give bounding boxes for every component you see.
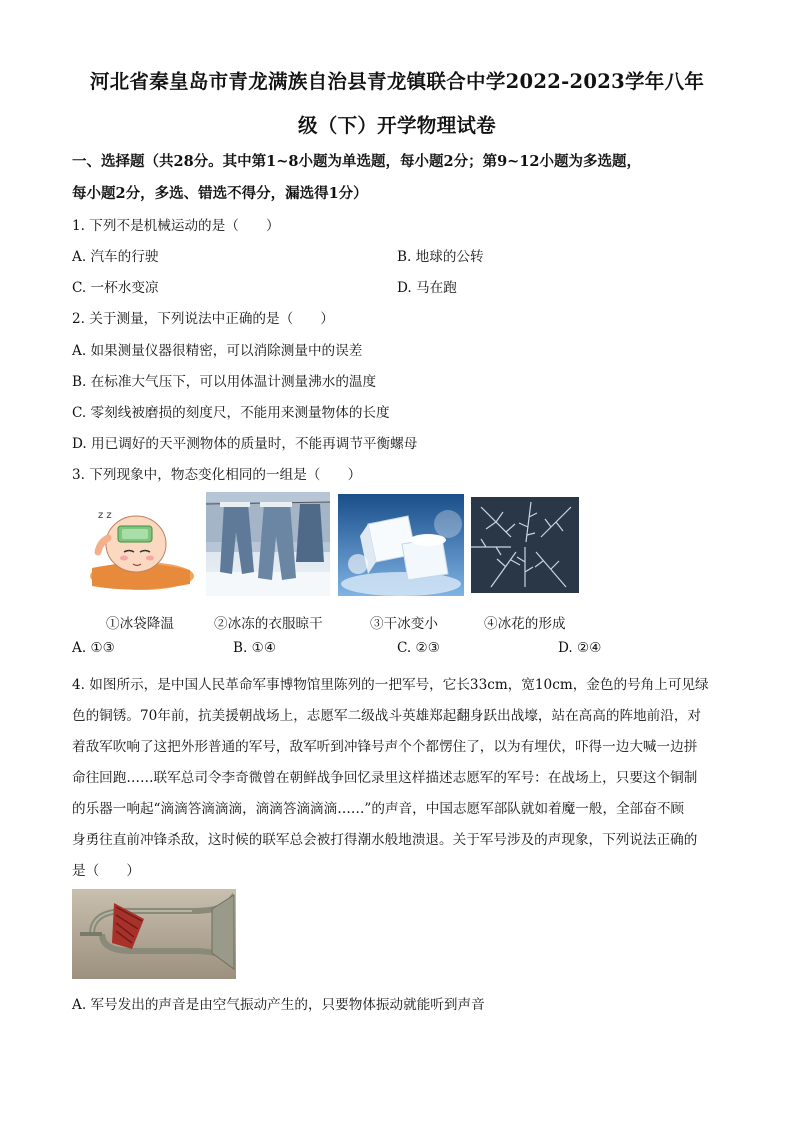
- question-2-option-a: A. 如果测量仪器很精密，可以消除测量中的误差: [72, 343, 363, 359]
- question-3-stem: 3. 下列现象中，物态变化相同的一组是（ ）: [72, 467, 362, 483]
- question-1-option-a: A. 汽车的行驶: [72, 249, 159, 265]
- question-3-option-b: B. ①④: [233, 640, 277, 656]
- question-4-line-1: 4. 如图所示，是中国人民革命军事博物馆里陈列的一把军号，它长33cm，宽10cm，金色的号角上可见绿: [72, 677, 709, 693]
- question-3-option-c: C. ②③: [397, 640, 440, 656]
- question-2-option-c: C. 零刻线被磨损的刻度尺，不能用来测量物体的长度: [72, 405, 390, 421]
- ice-pack-cartoon-image: [78, 498, 196, 596]
- question-4-line-6: 身勇往直前冲锋杀敌，这时候的联军总会被打得潮水般地溃退。关于军号涉及的声现象，下列说法正确的: [72, 832, 698, 848]
- question-2-stem: 2. 关于测量，下列说法中正确的是（ ）: [72, 311, 334, 327]
- question-4-line-3: 着敌军吹响了这把外形普通的军号，敌军听到冲锋号声个个都愣住了，以为有埋伏，吓得一边大喊一边拼: [72, 739, 698, 755]
- ice-flower-image: [471, 497, 579, 593]
- question-3-option-d: D. ②④: [558, 640, 602, 656]
- bugle-image: [72, 889, 236, 979]
- question-2-option-b: B. 在标准大气压下，可以用体温计测量沸水的温度: [72, 374, 377, 390]
- question-1-option-b: B. 地球的公转: [397, 249, 484, 265]
- svg-text:z z: z z: [98, 510, 112, 521]
- exam-title-line1: 河北省秦皇岛市青龙满族自治县青龙镇联合中学2022-2023学年八年: [89, 70, 705, 93]
- frozen-clothes-image: [206, 492, 330, 596]
- question-1-option-c: C. 一杯水变凉: [72, 280, 159, 296]
- question-4-line-7: 是（ ）: [72, 863, 140, 879]
- question-1-option-d: D. 马在跑: [397, 280, 457, 296]
- dry-ice-image: [338, 494, 464, 596]
- figure-caption-1: ①冰袋降温: [106, 616, 174, 632]
- figure-caption-3: ③干冰变小: [370, 616, 438, 632]
- question-4-line-5: 的乐器一响起“滴滴答滴滴滴，滴滴答滴滴滴……”的声音，中国志愿军部队就如着魔一般，全部奋不顾: [72, 801, 685, 817]
- figure-caption-4: ④冰花的形成: [484, 616, 566, 632]
- question-3-option-a: A. ①③: [72, 640, 115, 656]
- question-2-option-d: D. 用已调好的天平测物体的质量时，不能再调节平衡螺母: [72, 436, 418, 452]
- question-4-line-4: 命往回跑……联军总司令李奇微曾在朝鲜战争回忆录里这样描述志愿军的军号：在战场上，只要这个铜制: [72, 770, 698, 786]
- section-heading-line1: 一、选择题（共28分。其中第1~8小题为单选题，每小题2分；第9~12小题为多选题，: [72, 153, 642, 170]
- section-heading-line2: 每小题2分，多选、错选不得分，漏选得1分）: [72, 185, 368, 202]
- question-4-line-2: 色的铜锈。70年前，抗美援朝战场上，志愿军二级战斗英雄郑起翻身跃出战壕，站在高高的阵地前沿，对: [72, 708, 702, 724]
- figure-caption-2: ②冰冻的衣服晾干: [214, 616, 323, 632]
- question-1-stem: 1. 下列不是机械运动的是（ ）: [72, 218, 280, 234]
- exam-title-line2: 级（下）开学物理试卷: [297, 114, 496, 137]
- question-4-option-a: A. 军号发出的声音是由空气振动产生的，只要物体振动就能听到声音: [72, 997, 485, 1013]
